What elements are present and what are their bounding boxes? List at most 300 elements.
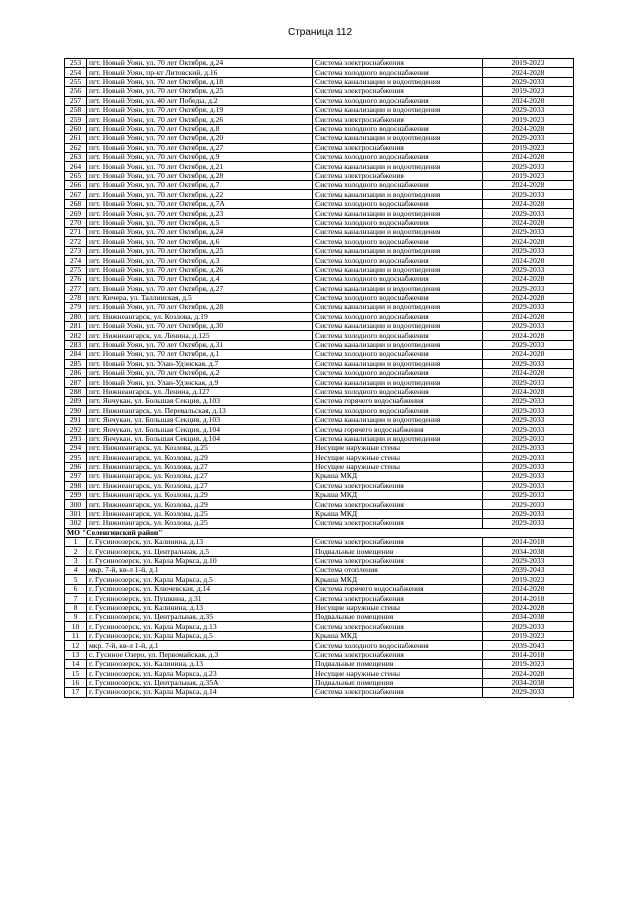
table-row [65, 490, 574, 499]
page-header: Страница 112 [287, 27, 353, 38]
row-period: 2029-2033 [483, 415, 574, 424]
table-row [65, 265, 574, 274]
row-system: Крыша МКД [313, 472, 483, 481]
row-system: Система электроснабжения [313, 537, 483, 546]
row-number: 286 [65, 368, 87, 377]
row-address: пгт. Новый Уоян, ул. 70 лет Октября, д.24 [87, 59, 313, 68]
row-period: 2014-2018 [483, 537, 574, 546]
row-system: Система канализации и водоотведения [313, 284, 483, 293]
row-period: 2019-2023 [483, 59, 574, 68]
row-address: г. Гусиноозерск, ул. Центральная, д.5 [87, 547, 313, 556]
row-address: пгт. Янчукан, ул. Большая Секция, д.103 [87, 397, 313, 406]
table-row [65, 688, 574, 697]
table-row [65, 584, 574, 593]
row-address: пгт. Новый Уоян, ул. 70 лет Октября, д.7 [87, 181, 313, 190]
row-number: 280 [65, 312, 87, 321]
row-system: Система канализации и водоотведения [313, 77, 483, 86]
row-address: пгт. Новый Уоян, ул. 70 лет Октября, д.2 [87, 368, 313, 377]
row-address: пгт. Нижнеангарск, ул. Козлова, д.25 [87, 509, 313, 518]
row-period: 2019-2023 [483, 171, 574, 180]
row-number: 292 [65, 425, 87, 434]
table-row [65, 378, 574, 387]
table-row [65, 59, 574, 68]
row-address: пгт. Нижнеангарск, ул. Козлова, д.27 [87, 472, 313, 481]
row-period: 2024-2028 [483, 293, 574, 302]
row-number: 259 [65, 115, 87, 124]
row-system: Крыша МКД [313, 575, 483, 584]
row-system: Система холодного водоснабжения [313, 406, 483, 415]
row-number: 295 [65, 453, 87, 462]
row-period: 2024-2028 [483, 256, 574, 265]
row-number: 300 [65, 500, 87, 509]
row-number: 281 [65, 321, 87, 330]
row-system: Система отопления [313, 566, 483, 575]
row-address: пгт. Нижнеангарск, ул. Козлова, д.27 [87, 481, 313, 490]
row-period: 2029-2033 [483, 190, 574, 199]
row-number: 274 [65, 256, 87, 265]
row-system: Система канализации и водоотведения [313, 340, 483, 349]
row-address: пгт. Новый Уоян, ул. 70 лет Октября, д.4 [87, 274, 313, 283]
row-address: г. Гусиноозерск, ул. Калинина, д.13 [87, 660, 313, 669]
row-system: Система холодного водоснабжения [313, 68, 483, 77]
row-system: Система электроснабжения [313, 688, 483, 697]
row-system: Система горячего водоснабжения [313, 584, 483, 593]
row-number: 264 [65, 162, 87, 171]
row-address: пгт. Новый Уоян, ул. 70 лет Октября, д.21 [87, 162, 313, 171]
row-address: пгт. Новый Уоян, ул. Улан-Удэнская, д.7 [87, 359, 313, 368]
row-period: 2029-2033 [483, 481, 574, 490]
table-row [65, 293, 574, 302]
row-system: Система канализации и водоотведения [313, 359, 483, 368]
row-system: Крыша МКД [313, 490, 483, 499]
table-row [65, 359, 574, 368]
table-row [65, 190, 574, 199]
row-number: 272 [65, 237, 87, 246]
section-title: МО "Селенгинский район" [65, 528, 574, 537]
row-address: пгт. Новый Уоян, ул. 70 лет Октября, д.6 [87, 237, 313, 246]
row-address: пгт. Нижнеангарск, ул. Ленина, д.125 [87, 331, 313, 340]
row-number: 278 [65, 293, 87, 302]
row-system: Система канализации и водоотведения [313, 415, 483, 424]
row-address: г. Гусиноозерск, ул. Карла Маркса, д.14 [87, 688, 313, 697]
row-system: Система канализации и водоотведения [313, 434, 483, 443]
row-system: Система электроснабжения [313, 500, 483, 509]
row-number: 273 [65, 246, 87, 255]
row-system: Система канализации и водоотведения [313, 321, 483, 330]
row-address: пгт. Нижнеангарск, ул. Козлова, д.25 [87, 444, 313, 453]
table-row [65, 537, 574, 546]
row-address: г. Гусиноозерск, ул. Центральная, д.35А [87, 678, 313, 687]
row-address: пгт. Новый Уоян, ул. 70 лет Октября, д.20 [87, 134, 313, 143]
row-period: 2024-2028 [483, 584, 574, 593]
row-system: Система холодного водоснабжения [313, 152, 483, 161]
row-address: пгт. Новый Уоян, ул. 70 лет Октября, д.9 [87, 152, 313, 161]
table-row [65, 181, 574, 190]
row-number: 14 [65, 660, 87, 669]
row-number: 291 [65, 415, 87, 424]
row-number: 289 [65, 397, 87, 406]
row-address: г. Гусиноозерск, ул. Карла Маркса, д.13 [87, 622, 313, 631]
row-period: 2024-2028 [483, 669, 574, 678]
row-period: 2029-2033 [483, 77, 574, 86]
row-system: Система канализации и водоотведения [313, 303, 483, 312]
row-number: 253 [65, 59, 87, 68]
row-address: пгт. Новый Уоян, ул. 70 лет Октября, д.25 [87, 246, 313, 255]
row-period: 2029-2033 [483, 340, 574, 349]
row-number: 296 [65, 462, 87, 471]
row-address: г. Гусиноозерск, ул. Калинина, д.13 [87, 537, 313, 546]
row-period: 2034-2038 [483, 547, 574, 556]
row-address: пгт. Нижнеангарск, ул. Козлова, д.29 [87, 453, 313, 462]
row-number: 3 [65, 556, 87, 565]
row-address: пгт. Нижнеангарск, ул. Козлова, д.27 [87, 462, 313, 471]
row-period: 2019-2023 [483, 631, 574, 640]
table-row [65, 406, 574, 415]
row-number: 282 [65, 331, 87, 340]
row-period: 2029-2033 [483, 321, 574, 330]
row-address: с. Гусиное Озеро, ул. Первомайская, д.3 [87, 650, 313, 659]
row-system: Система канализации и водоотведения [313, 134, 483, 143]
table-row [65, 312, 574, 321]
row-period: 2029-2033 [483, 265, 574, 274]
row-period: 2029-2033 [483, 688, 574, 697]
row-number: 277 [65, 284, 87, 293]
row-address: пгт. Новый Уоян, ул. 70 лет Октября, д.22 [87, 190, 313, 199]
row-system: Подвальные помещения [313, 678, 483, 687]
row-period: 2024-2028 [483, 68, 574, 77]
row-period: 2019-2023 [483, 87, 574, 96]
table-row [65, 284, 574, 293]
row-number: 287 [65, 378, 87, 387]
row-number: 4 [65, 566, 87, 575]
table-row [65, 547, 574, 556]
row-system: Крыша МКД [313, 509, 483, 518]
row-number: 301 [65, 509, 87, 518]
row-system: Система горячего водоснабжения [313, 425, 483, 434]
table-row [65, 453, 574, 462]
row-number: 13 [65, 650, 87, 659]
table-row [65, 631, 574, 640]
table-row [65, 96, 574, 105]
row-system: Система канализации и водоотведения [313, 162, 483, 171]
table-row [65, 575, 574, 584]
row-system: Система электроснабжения [313, 115, 483, 124]
row-address: пгт. Новый Уоян, ул. 70 лет Октября, д.19 [87, 105, 313, 114]
row-address: г. Гусиноозерск, ул. Пушкина, д.31 [87, 594, 313, 603]
row-address: пгт. Янчукан, ул. Большая Секция, д.104 [87, 434, 313, 443]
row-number: 258 [65, 105, 87, 114]
row-period: 2029-2033 [483, 500, 574, 509]
row-address: пгт. Новый Уоян, ул. 70 лет Октября, д.26 [87, 265, 313, 274]
row-address: пгт. Новый Уоян, ул. 70 лет Октября, д.8 [87, 124, 313, 133]
row-address: пгт. Новый Уоян, ул. 70 лет Октября, д.23 [87, 209, 313, 218]
row-period: 2029-2033 [483, 434, 574, 443]
row-system: Система холодного водоснабжения [313, 181, 483, 190]
row-period: 2034-2038 [483, 678, 574, 687]
row-system: Несущие наружные стены [313, 453, 483, 462]
table-row [65, 256, 574, 265]
table-row [65, 209, 574, 218]
row-address: пгт. Нижнеангарск, ул. Ленина, д.127 [87, 387, 313, 396]
row-period: 2029-2033 [483, 303, 574, 312]
row-number: 9 [65, 613, 87, 622]
row-period: 2039-2043 [483, 641, 574, 650]
row-address: г. Гусиноозерск, ул. Карла Маркса, д.10 [87, 556, 313, 565]
row-number: 255 [65, 77, 87, 86]
table-row [65, 115, 574, 124]
table-row [65, 152, 574, 161]
row-system: Система холодного водоснабжения [313, 387, 483, 396]
row-address: пгт. Новый Уоян, ул. 70 лет Октября, д.31 [87, 340, 313, 349]
row-address: пгт. Новый Уоян, ул. 70 лет Октября, д.30 [87, 321, 313, 330]
section-row [65, 528, 574, 537]
row-address: мкр. 7-й, кв-л 1-й, д.1 [87, 566, 313, 575]
row-number: 290 [65, 406, 87, 415]
row-number: 262 [65, 143, 87, 152]
row-system: Система электроснабжения [313, 59, 483, 68]
row-system: Система электроснабжения [313, 650, 483, 659]
row-number: 12 [65, 641, 87, 650]
row-period: 2019-2023 [483, 143, 574, 152]
row-system: Система канализации и водоотведения [313, 190, 483, 199]
row-address: пгт. Нижнеангарск, ул. Козлова, д.19 [87, 312, 313, 321]
row-number: 266 [65, 181, 87, 190]
table-row [65, 87, 574, 96]
row-number: 254 [65, 68, 87, 77]
row-address: пгт. Новый Уоян, ул. 70 лет Октября, д.18 [87, 77, 313, 86]
row-system: Система горячего водоснабжения [313, 397, 483, 406]
table-row [65, 274, 574, 283]
row-number: 10 [65, 622, 87, 631]
row-system: Система канализации и водоотведения [313, 265, 483, 274]
row-number: 267 [65, 190, 87, 199]
row-period: 2029-2033 [483, 444, 574, 453]
table-row [65, 228, 574, 237]
row-number: 8 [65, 603, 87, 612]
table-row [65, 462, 574, 471]
row-address: пгт. Новый Уоян, ул. 70 лет Октября, д.28 [87, 303, 313, 312]
row-number: 269 [65, 209, 87, 218]
row-address: пгт. Новый Уоян, ул. 70 лет Октября, д.1 [87, 350, 313, 359]
row-system: Система холодного водоснабжения [313, 256, 483, 265]
row-system: Несущие наружные стены [313, 462, 483, 471]
row-number: 17 [65, 688, 87, 697]
table-row [65, 350, 574, 359]
row-period: 2029-2033 [483, 509, 574, 518]
row-address: пгт. Новый Уоян, ул. 70 лет Октября, д.26 [87, 115, 313, 124]
row-number: 293 [65, 434, 87, 443]
row-number: 263 [65, 152, 87, 161]
row-system: Система холодного водоснабжения [313, 96, 483, 105]
row-system: Подвальные помещения [313, 613, 483, 622]
table-row [65, 594, 574, 603]
row-address: пгт. Нижнеангарск, ул. Козлова, д.29 [87, 500, 313, 509]
row-system: Система холодного водоснабжения [313, 331, 483, 340]
row-system: Система холодного водоснабжения [313, 199, 483, 208]
row-system: Система холодного водоснабжения [313, 312, 483, 321]
row-address: пгт. Нижнеангарск, ул. Перевальская, д.13 [87, 406, 313, 415]
capital-repair-table [64, 58, 574, 698]
row-system: Система канализации и водоотведения [313, 105, 483, 114]
table-row [65, 425, 574, 434]
row-address: г. Гусиноозерск, ул. Карла Маркса, д.23 [87, 669, 313, 678]
row-number: 276 [65, 274, 87, 283]
row-address: пгт. Новый Уоян, ул. 70 лет Октября, д.3 [87, 256, 313, 265]
table-row [65, 218, 574, 227]
table-row [65, 368, 574, 377]
row-system: Система холодного водоснабжения [313, 274, 483, 283]
row-address: мкр. 7-й, кв-л 1-й, д.1 [87, 641, 313, 650]
table-row [65, 134, 574, 143]
row-period: 2029-2033 [483, 246, 574, 255]
row-address: пгт. Новый Уоян, ул. 70 лет Октября, д.7А [87, 199, 313, 208]
row-address: г. Гусиноозерск, ул. Карла Маркса, д.5 [87, 631, 313, 640]
row-period: 2029-2033 [483, 453, 574, 462]
row-period: 2029-2033 [483, 209, 574, 218]
table-row [65, 340, 574, 349]
row-period: 2019-2023 [483, 575, 574, 584]
row-system: Система электроснабжения [313, 171, 483, 180]
table-row [65, 444, 574, 453]
row-period: 2039-2043 [483, 566, 574, 575]
table-row [65, 566, 574, 575]
row-period: 2029-2033 [483, 162, 574, 171]
table-row [65, 669, 574, 678]
row-system: Система канализации и водоотведения [313, 378, 483, 387]
row-system: Система электроснабжения [313, 556, 483, 565]
row-period: 2024-2028 [483, 350, 574, 359]
row-period: 2029-2033 [483, 406, 574, 415]
row-period: 2029-2033 [483, 462, 574, 471]
table-row [65, 622, 574, 631]
row-address: пгт. Новый Уоян, ул. Улан-Удэнская, д.9 [87, 378, 313, 387]
row-number: 15 [65, 669, 87, 678]
table-row [65, 77, 574, 86]
row-period: 2029-2033 [483, 397, 574, 406]
table-row [65, 162, 574, 171]
row-number: 294 [65, 444, 87, 453]
row-system: Система канализации и водоотведения [313, 228, 483, 237]
table-row [65, 509, 574, 518]
row-number: 2 [65, 547, 87, 556]
table-row [65, 641, 574, 650]
row-number: 6 [65, 584, 87, 593]
row-period: 2024-2028 [483, 237, 574, 246]
row-period: 2014-2018 [483, 594, 574, 603]
row-number: 261 [65, 134, 87, 143]
row-address: пгт. Кичера, ул. Таллинская, д.5 [87, 293, 313, 302]
row-system: Подвальные помещения [313, 660, 483, 669]
row-number: 11 [65, 631, 87, 640]
row-address: пгт. Новый Уоян, ул. 70 лет Октября, д.5 [87, 218, 313, 227]
row-address: г. Гусиноозерск, ул. Карла Маркса, д.5 [87, 575, 313, 584]
row-system: Несущие наружные стены [313, 669, 483, 678]
row-system: Система холодного водоснабжения [313, 124, 483, 133]
table-row [65, 556, 574, 565]
row-period: 2024-2028 [483, 199, 574, 208]
row-address: пгт. Новый Уоян, ул. 40 лет Победы, д.2 [87, 96, 313, 105]
row-address: пгт. Новый Уоян, ул. 70 лет Октября, д.24 [87, 228, 313, 237]
row-system: Крыша МКД [313, 631, 483, 640]
table-row [65, 660, 574, 669]
row-number: 270 [65, 218, 87, 227]
table-row [65, 387, 574, 396]
row-address: г. Гусиноозерск, ул. Центральная, д.35 [87, 613, 313, 622]
row-period: 2024-2028 [483, 181, 574, 190]
row-number: 257 [65, 96, 87, 105]
table-row [65, 397, 574, 406]
row-system: Система холодного водоснабжения [313, 237, 483, 246]
table-row [65, 415, 574, 424]
row-system: Система электроснабжения [313, 594, 483, 603]
row-period: 2029-2033 [483, 472, 574, 481]
row-number: 283 [65, 340, 87, 349]
table-row [65, 650, 574, 659]
row-period: 2034-2038 [483, 613, 574, 622]
row-period: 2029-2033 [483, 134, 574, 143]
row-period: 2024-2028 [483, 603, 574, 612]
row-period: 2024-2028 [483, 124, 574, 133]
table-row [65, 603, 574, 612]
row-number: 265 [65, 171, 87, 180]
row-period: 2024-2028 [483, 331, 574, 340]
row-system: Система электроснабжения [313, 519, 483, 528]
row-number: 7 [65, 594, 87, 603]
row-system: Система электроснабжения [313, 481, 483, 490]
row-address: пгт. Новый Уоян, ул. 70 лет Октября, д.27 [87, 284, 313, 293]
row-system: Система холодного водоснабжения [313, 368, 483, 377]
table-row [65, 237, 574, 246]
row-system: Подвальные помещения [313, 547, 483, 556]
row-address: пгт. Янчукан, ул. Большая Секция, д.103 [87, 415, 313, 424]
table-row [65, 500, 574, 509]
row-period: 2024-2028 [483, 274, 574, 283]
table-row [65, 481, 574, 490]
row-period: 2014-2018 [483, 650, 574, 659]
row-address: пгт. Новый Уоян, пр-кт Литовский, д.16 [87, 68, 313, 77]
table-body [65, 59, 574, 698]
row-system: Система электроснабжения [313, 143, 483, 152]
row-system: Несущие наружные стены [313, 444, 483, 453]
row-system: Система электроснабжения [313, 622, 483, 631]
row-period: 2024-2028 [483, 312, 574, 321]
table-row [65, 613, 574, 622]
row-system: Несущие наружные стены [313, 603, 483, 612]
row-period: 2029-2033 [483, 556, 574, 565]
row-system: Система канализации и водоотведения [313, 246, 483, 255]
row-period: 2029-2033 [483, 622, 574, 631]
row-address: пгт. Нижнеангарск, ул. Козлова, д.29 [87, 490, 313, 499]
table-row [65, 105, 574, 114]
row-address: пгт. Нижнеангарск, ул. Козлова, д.25 [87, 519, 313, 528]
row-period: 2024-2028 [483, 387, 574, 396]
row-system: Система холодного водоснабжения [313, 218, 483, 227]
row-number: 285 [65, 359, 87, 368]
table-row [65, 143, 574, 152]
row-number: 275 [65, 265, 87, 274]
table-row [65, 519, 574, 528]
row-number: 16 [65, 678, 87, 687]
row-number: 299 [65, 490, 87, 499]
row-address: г. Гусиноозерск, ул. Ключевская, д.14 [87, 584, 313, 593]
row-period: 2029-2033 [483, 228, 574, 237]
table-row [65, 199, 574, 208]
row-number: 1 [65, 537, 87, 546]
table-row [65, 472, 574, 481]
row-number: 279 [65, 303, 87, 312]
row-system: Система холодного водоснабжения [313, 350, 483, 359]
row-period: 2029-2033 [483, 425, 574, 434]
